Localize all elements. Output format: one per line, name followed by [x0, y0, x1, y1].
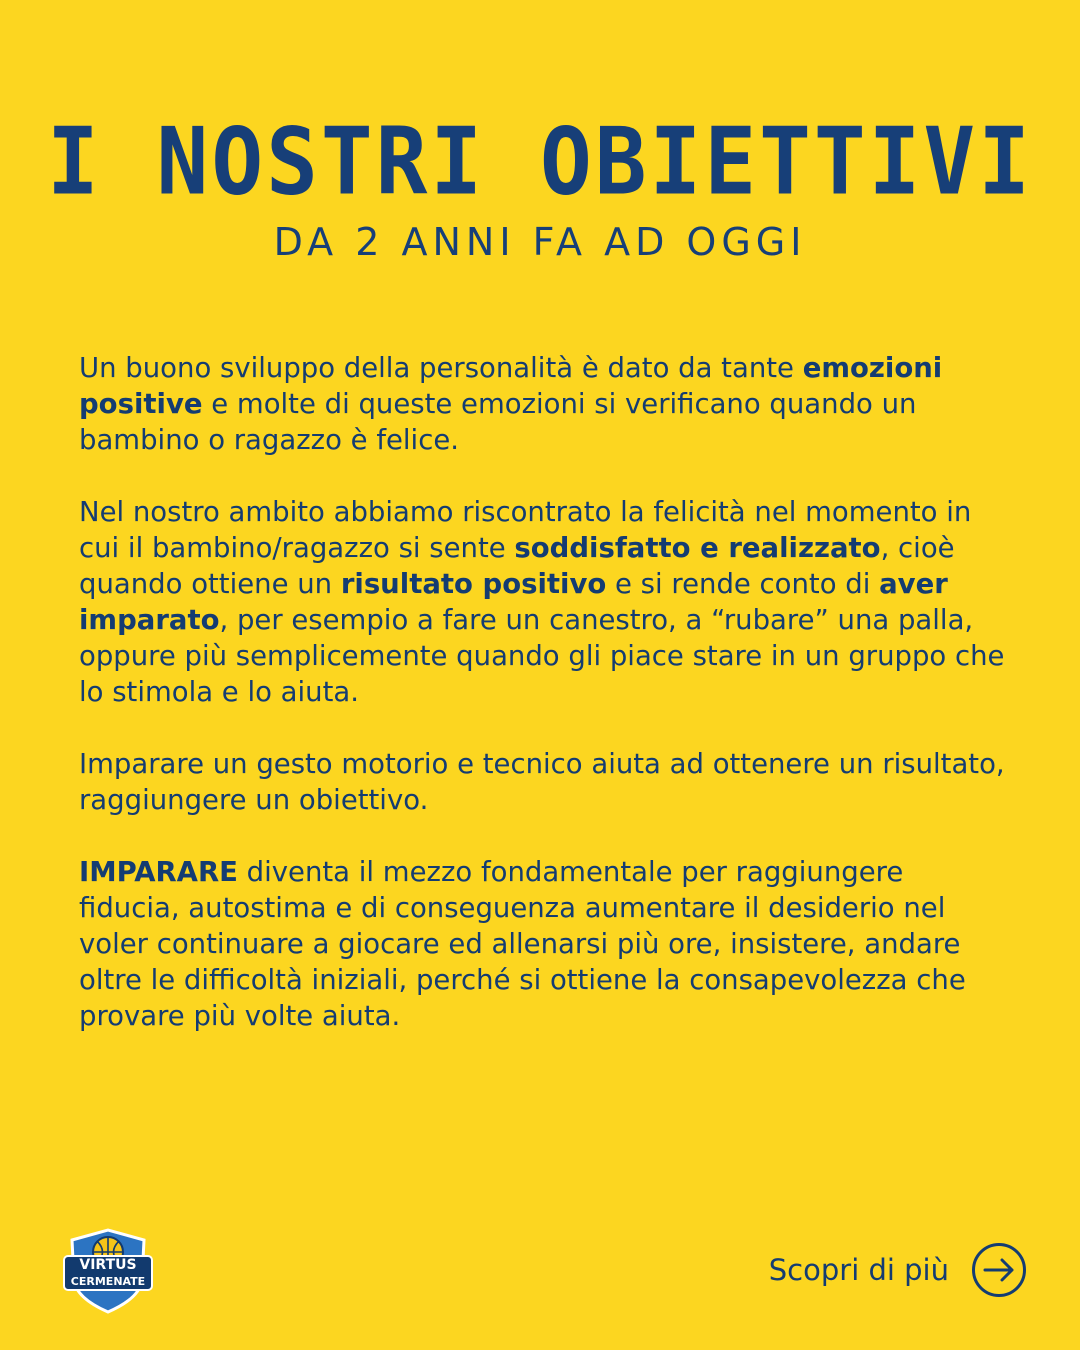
discover-more-link[interactable] — [769, 1242, 1027, 1298]
paragraph-text: e molte di queste emozioni si verificano quando un bambino o ragazzo è felice. — [79, 388, 917, 456]
paragraph-text: Nel nostro ambito abbiamo riscontrato la felicità nel momento in cui il bambino/ragazzo si sente — [79, 496, 972, 564]
paragraph-bold-text: soddisfatto e realizzato — [514, 532, 881, 564]
paragraph-3 — [79, 746, 1009, 818]
paragraph-bold-text: aver imparato — [79, 568, 948, 636]
page-subtitle: DA 2 ANNI FA AD OGGI — [273, 220, 807, 264]
body-text — [79, 350, 1009, 1070]
paragraph-text: e si rende conto di — [606, 568, 880, 600]
paragraph-bold-text: emozioni positive — [79, 352, 943, 420]
paragraph-4 — [79, 854, 1009, 1034]
paragraph-1 — [79, 350, 1009, 458]
arrow-right-circle-icon[interactable] — [971, 1242, 1027, 1298]
paragraph-text: Un buono sviluppo della personalità è dato da tante — [79, 352, 803, 384]
club-logo — [58, 1226, 158, 1316]
logo-text-line2: CERMENATE — [70, 1275, 146, 1288]
paragraph-text: Imparare un gesto motorio e tecnico aiuta ad ottenere un risultato, raggiungere un obiettivo. — [79, 748, 1005, 816]
paragraph-text: , cioè quando ottiene un — [79, 532, 955, 600]
paragraph-text: , per esempio a fare un canestro, a “rubare” una palla, oppure più semplicemente quando gli piace stare in un gruppo che lo stimola e lo aiuta. — [79, 604, 1005, 708]
paragraph-bold-text: IMPARARE — [79, 856, 238, 888]
paragraph-2 — [79, 494, 1009, 710]
paragraph-bold-text: risultato positivo — [340, 568, 607, 600]
discover-more-label: Scopri di più — [768, 1253, 949, 1287]
logo-text-line1: VIRTUS — [79, 1257, 137, 1273]
paragraph-text: diventa il mezzo fondamentale per raggiungere fiducia, autostima e di conseguenza aumentare il desiderio nel voler continuare a giocare ed allenarsi più ore, insistere, andare oltre le difficoltà iniziali, perché si ottiene la consapevolezza che provare più volte aiuta. — [79, 856, 966, 1032]
page-title: I NOSTRI OBIETTIVI — [47, 108, 1033, 216]
